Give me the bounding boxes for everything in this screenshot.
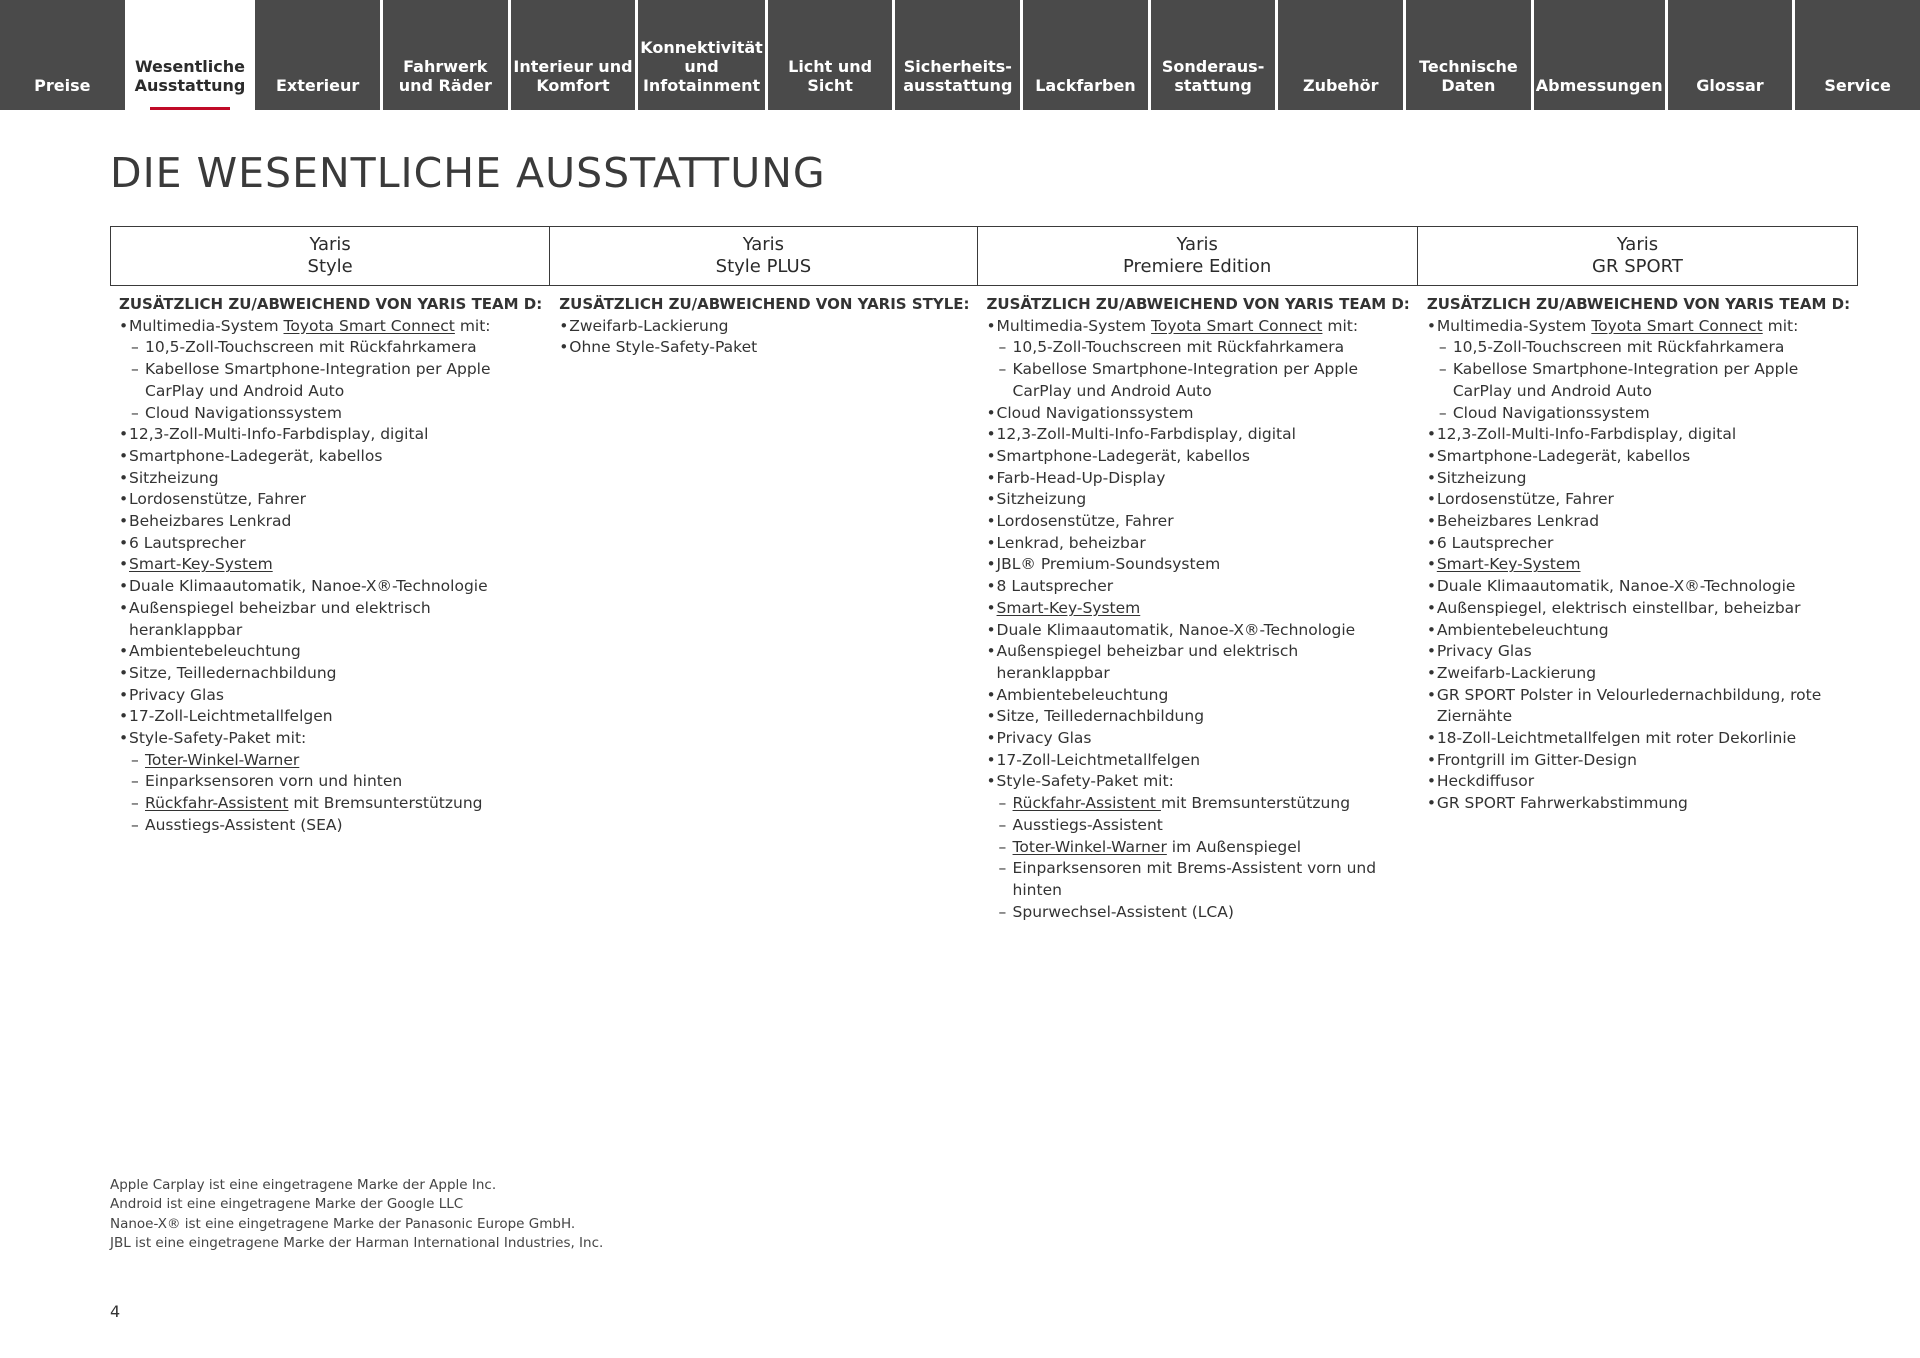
grade-header [978,226,1418,286]
feature-text: Ausstiegs-Assistent [1012,815,1163,834]
grade-header [110,226,550,286]
feature-text: Kabellose Smartphone-Integration per Apple CarPlay und Android Auto [1452,360,1799,400]
sub-feature-item [1427,403,1850,425]
grade-variant: Premiere Edition [1123,256,1272,277]
tab-sicherheits-ausstattung[interactable] [895,0,1020,110]
feature-text: Kabellose Smartphone-Integration per Apple CarPlay und Android Auto [145,360,491,400]
feature-text: mit: [1762,316,1799,335]
feature-item [1427,424,1850,446]
feature-text: mit Bremsunterstützung [1160,794,1351,813]
feature-item [987,620,1410,642]
feature-item [119,554,542,576]
grade-header [1418,226,1858,286]
feature-item [1427,728,1850,750]
feature-text: Heckdiffusor [1436,772,1535,791]
feature-text: 12,3-Zoll-Multi-Info-Farbdisplay, digital [996,425,1296,444]
feature-item [987,489,1410,511]
feature-item [1427,771,1850,793]
glossary-link[interactable]: Toter-Winkel-Warner [1012,837,1167,856]
feature-item [559,316,969,338]
feature-text: mit Bremsunterstützung [288,794,483,813]
sub-feature-item [119,793,542,815]
feature-item [119,446,542,468]
feature-item [987,641,1410,684]
feature-item [1427,598,1850,620]
equipment-table [110,226,1851,923]
feature-text: Beheizbares Lenkrad [129,512,292,531]
feature-item [1427,468,1850,490]
feature-item [1427,663,1850,685]
tab-interieur-und-komfort[interactable] [511,0,636,110]
feature-item [119,468,542,490]
feature-text: Einparksensoren mit Brems-Assistent vorn und hinten [1012,859,1377,899]
sub-feature-item [987,902,1410,924]
feature-text: Beheizbares Lenkrad [1436,512,1600,531]
sub-feature-item [987,815,1410,837]
feature-item [119,728,542,750]
feature-text: Ohne Style-Safety-Paket [569,338,758,357]
feature-text: 12,3-Zoll-Multi-Info-Farbdisplay, digital [129,425,429,444]
feature-item [987,576,1410,598]
feature-item [1427,641,1850,663]
sub-feature-item [119,359,542,402]
feature-text: Sitzheizung [1436,468,1527,487]
tab-label: Abmessungen [1535,76,1663,95]
feature-item [1427,446,1850,468]
footnote-apple: Apple Carplay ist eine eingetragene Marke der Apple Inc. [110,1177,497,1193]
footnote-nanoe: Nanoe-X® ist eine eingetragene Marke der Panasonic Europe GmbH. [110,1215,576,1232]
feature-item [1427,685,1850,728]
grade-header [550,226,977,286]
feature-text: Lordosenstütze, Fahrer [129,490,307,509]
feature-text: Ambientebeleuchtung [129,642,301,661]
grade-baseline-note: ZUSÄTZLICH ZU/ABWEICHEND VON YARIS TEAM D: [986,295,1410,313]
footnote-android: Android ist eine eingetragene Marke der Google LLC [110,1196,464,1213]
feature-text: Style-Safety-Paket mit: [129,729,307,748]
grade-baseline-note: ZUSÄTZLICH ZU/ABWEICHEND VON YARIS STYLE: [559,295,970,313]
feature-text: 18-Zoll-Leichtmetallfelgen mit roter Dekorlinie [1436,729,1797,748]
footnotes [110,1176,603,1253]
grade-model: Yaris [742,234,785,255]
feature-item [119,489,542,511]
feature-text: 8 Lautsprecher [996,577,1114,596]
tab-zubehör[interactable] [1278,0,1403,110]
grade-model: Yaris [309,234,351,255]
glossary-link[interactable]: Rückfahr-Assistent [1012,794,1161,813]
feature-item [1427,576,1850,598]
feature-item [987,446,1410,468]
feature-text: 10,5-Zoll-Touchscreen mit Rückfahrkamera [1452,338,1785,357]
grade-variant: Style [307,256,353,277]
feature-text: GR SPORT Fahrwerkabstimmung [1436,794,1688,813]
feature-text: Ausstiegs-Assistent (SEA) [145,815,343,834]
glossary-link[interactable]: Rückfahr-Assistent [145,794,289,813]
tab-abmessungen[interactable] [1534,0,1665,110]
feature-item [1427,316,1850,338]
feature-text: Privacy Glas [1436,642,1532,661]
feature-text: Sitzheizung [129,468,219,487]
feature-item [1427,620,1850,642]
feature-item [987,728,1410,750]
tab-label: Preise [34,76,91,95]
feature-item [119,663,542,685]
glossary-link[interactable]: Smart-Key-System [996,598,1141,617]
feature-text: im Außenspiegel [1166,837,1302,856]
sub-feature-item [119,403,542,425]
tab-technische-daten[interactable] [1406,0,1531,110]
feature-text: Kabellose Smartphone-Integration per Apple CarPlay und Android Auto [1012,360,1359,400]
feature-item [987,554,1410,576]
feature-item [119,576,542,598]
feature-text: Einparksensoren vorn und hinten [145,772,403,791]
grade-column [978,226,1418,923]
tab-sonderaus-stattung[interactable] [1151,0,1276,110]
feature-text: Außenspiegel beheizbar und elektrisch heranklappbar [129,598,431,639]
top-navigation [0,0,1920,110]
grade-feature-list [978,286,1418,923]
feature-text: Ambientebeleuchtung [996,685,1169,704]
grade-column [550,226,977,923]
feature-item [987,706,1410,728]
page-number: 4 [110,1302,121,1321]
tab-glossar[interactable] [1668,0,1793,110]
sub-feature-item [119,815,542,837]
tab-label: Sonderaus- stattung [1161,57,1265,95]
tab-service[interactable] [1795,0,1920,110]
feature-item [119,685,542,707]
grade-model: Yaris [1616,234,1659,255]
feature-text: Lordosenstütze, Fahrer [1436,490,1614,509]
tab-label: Licht und Sicht [788,57,873,95]
feature-item [1427,750,1850,772]
feature-text: 17-Zoll-Leichtmetallfelgen [129,707,333,726]
feature-text: Multimedia-System [996,316,1152,335]
feature-text: Privacy Glas [129,685,224,704]
feature-text: Außenspiegel beheizbar und elektrisch heranklappbar [996,642,1299,682]
tab-label: Konnektivität und Infotainment [640,38,763,95]
feature-text: Cloud Navigationssystem [1452,403,1650,422]
tab-label: Exterieur [276,76,360,95]
feature-text: Außenspiegel, elektrisch einstellbar, beheizbar [1436,598,1801,617]
feature-text: Sitze, Teilledernachbildung [129,663,337,682]
tab-preise[interactable] [0,0,125,110]
grade-feature-list [1418,286,1858,815]
sub-feature-item [987,837,1410,859]
feature-item [987,533,1410,555]
glossary-link[interactable]: Toyota Smart Connect [1591,316,1763,335]
glossary-link[interactable]: Smart-Key-System [1436,555,1581,574]
feature-item [119,598,542,641]
grade-baseline-note: ZUSÄTZLICH ZU/ABWEICHEND VON YARIS TEAM D: [1426,295,1851,313]
grade-feature-list [110,286,550,837]
feature-text: Duale Klimaautomatik, Nanoe-X®-Technologie [996,620,1356,639]
tab-label: Wesentliche Ausstattung [134,57,246,95]
feature-text: Smartphone-Ladegerät, kabellos [129,446,383,465]
tab-label: Technische Daten [1419,57,1518,95]
sub-feature-item [119,750,542,772]
sub-feature-item [987,793,1410,815]
feature-text: Multimedia-System [1436,316,1592,335]
feature-text: 6 Lautsprecher [1436,533,1554,552]
glossary-link[interactable]: Smart-Key-System [129,555,273,574]
feature-item [987,750,1410,772]
feature-text: Duale Klimaautomatik, Nanoe-X®-Technologie [129,577,488,596]
feature-text: 10,5-Zoll-Touchscreen mit Rückfahrkamera [1012,338,1345,357]
feature-text: Style-Safety-Paket mit: [996,772,1174,791]
sub-feature-item [1427,337,1850,359]
feature-item [987,468,1410,490]
feature-item [1427,554,1850,576]
feature-text: GR SPORT Polster in Velourledernachbildung, rote Ziernähte [1436,685,1822,726]
grade-column [110,226,550,923]
feature-text: Cloud Navigationssystem [996,403,1194,422]
feature-item [1427,511,1850,533]
sub-feature-item [119,337,542,359]
feature-text: Smartphone-Ladegerät, kabellos [1436,446,1691,465]
feature-text: Spurwechsel-Assistent (LCA) [1012,902,1234,921]
feature-text: mit: [454,316,491,335]
feature-text: 10,5-Zoll-Touchscreen mit Rückfahrkamera [145,338,477,357]
feature-item [987,685,1410,707]
feature-item [1427,533,1850,555]
feature-text: 6 Lautsprecher [129,533,246,552]
feature-item [119,511,542,533]
feature-text: 17-Zoll-Leichtmetallfelgen [996,750,1201,769]
feature-text: Sitze, Teilledernachbildung [996,707,1205,726]
sub-feature-item [987,337,1410,359]
feature-text: Sitzheizung [996,490,1087,509]
tab-label: Service [1824,76,1891,95]
glossary-link[interactable]: Toter-Winkel-Warner [145,750,300,769]
sub-feature-item [987,359,1410,402]
feature-text: 12,3-Zoll-Multi-Info-Farbdisplay, digital [1436,425,1737,444]
feature-item [119,706,542,728]
footnote-jbl: JBL ist eine eingetragene Marke der Harman International Industries, Inc. [110,1234,604,1251]
tab-exterieur[interactable] [255,0,380,110]
feature-item [987,403,1410,425]
tab-label: Interieur und Komfort [513,57,633,95]
feature-item [987,598,1410,620]
feature-text: Lenkrad, beheizbar [996,533,1146,552]
feature-item [119,641,542,663]
feature-text: Privacy Glas [996,729,1092,748]
feature-text: Zweifarb-Lackierung [569,316,729,335]
sub-feature-item [1427,359,1850,402]
tab-label: Glossar [1696,76,1764,95]
feature-text: Cloud Navigationssystem [145,403,342,422]
grade-variant: GR SPORT [1592,256,1683,277]
feature-item [119,316,542,338]
grade-variant: Style PLUS [715,256,812,277]
grade-column [1418,226,1858,923]
tab-label: Sicherheits- ausstattung [903,57,1013,95]
tab-label: Fahrwerk und Räder [398,57,492,95]
feature-text: Farb-Head-Up-Display [996,468,1166,487]
tab-label: Zubehör [1302,76,1379,95]
sub-feature-item [987,858,1410,901]
feature-text: Lordosenstütze, Fahrer [996,512,1174,531]
feature-text: Frontgrill im Gitter-Design [1436,750,1637,769]
glossary-link[interactable]: Toyota Smart Connect [283,316,455,335]
tab-label: Lackfarben [1035,76,1136,95]
grade-feature-list [550,286,977,359]
feature-text: Duale Klimaautomatik, Nanoe-X®-Technologie [1436,577,1796,596]
feature-item [119,533,542,555]
page-title: DIE WESENTLICHE AUSSTATTUNG [110,149,826,197]
feature-item [987,771,1410,793]
feature-text: Zweifarb-Lackierung [1436,663,1597,682]
grade-model: Yaris [1176,234,1218,255]
feature-text: mit: [1322,316,1359,335]
feature-text: Smartphone-Ladegerät, kabellos [996,446,1250,465]
tab-licht-und-sicht[interactable] [768,0,893,110]
tab-fahrwerk-und-räder[interactable] [383,0,508,110]
feature-text: Ambientebeleuchtung [1436,620,1609,639]
feature-item [1427,489,1850,511]
feature-text: Multimedia-System [129,316,284,335]
feature-item [987,511,1410,533]
sub-feature-item [119,771,542,793]
feature-item [987,424,1410,446]
feature-item [119,424,542,446]
feature-text: JBL® Premium-Soundsystem [996,555,1221,574]
feature-item [559,337,969,359]
tab-lackfarben[interactable] [1023,0,1148,110]
feature-item [1427,793,1850,815]
grade-baseline-note: ZUSÄTZLICH ZU/ABWEICHEND VON YARIS TEAM D: [119,295,543,313]
tab-konnektivität-und-infotainment[interactable] [638,0,765,110]
glossary-link[interactable]: Toyota Smart Connect [1151,316,1323,335]
feature-item [987,316,1410,338]
tab-wesentliche-ausstattung[interactable] [128,0,253,110]
